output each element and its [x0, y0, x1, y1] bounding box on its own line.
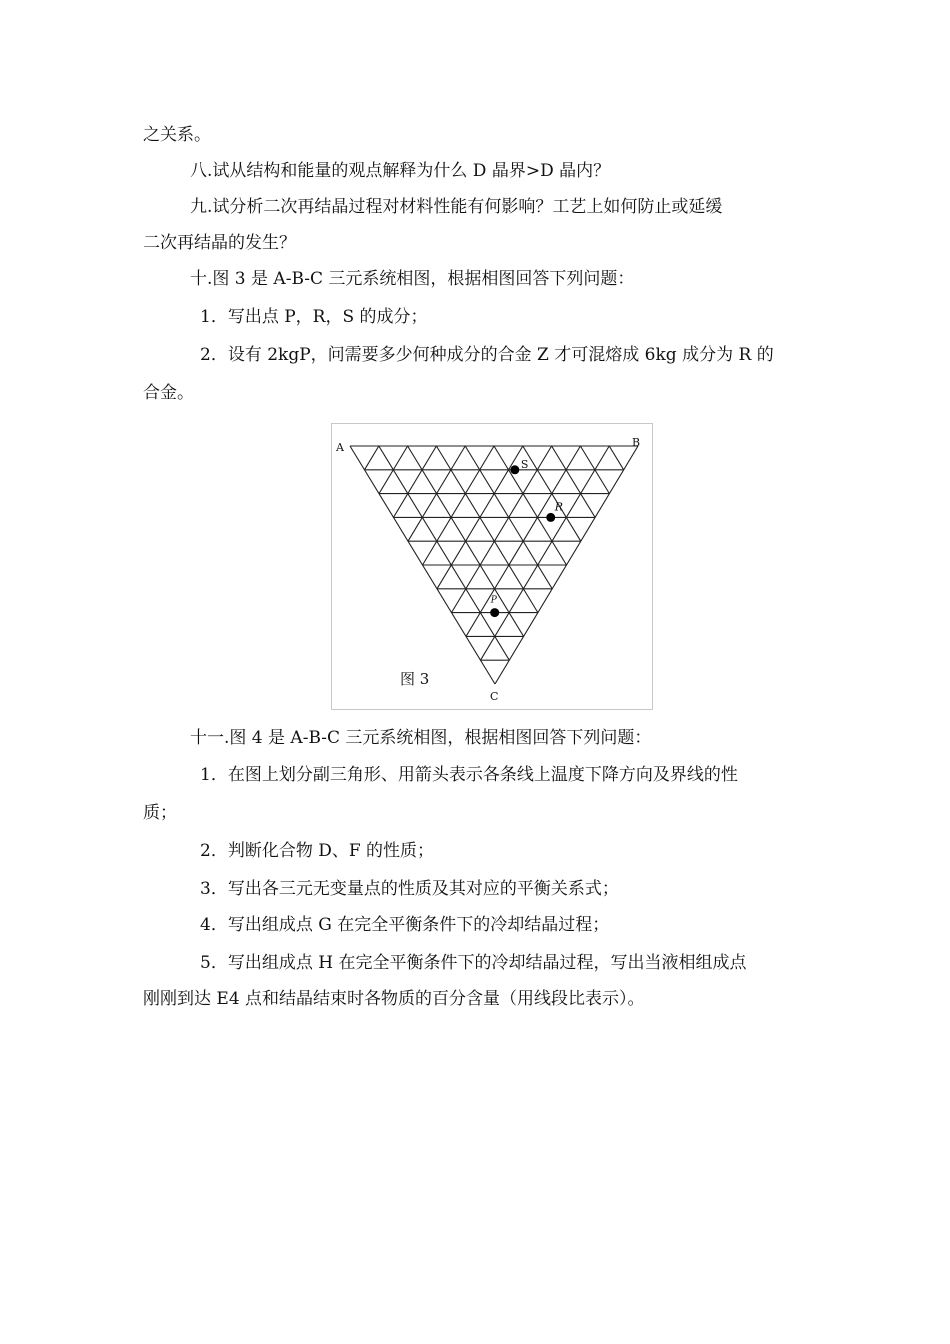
question-11-item-3: 3．写出各三元无变量点的性质及其对应的平衡关系式； — [200, 879, 619, 899]
grid-line-parallel-bc — [481, 446, 610, 660]
question-10-item-2: 2．设有 2kgP，问需要多少何种成分的合金 Z 才可混熔成 6kg 成分为 R 的 — [200, 345, 774, 365]
vertex-label-b: B — [632, 436, 641, 449]
ternary-phase-diagram-figure — [331, 423, 653, 710]
ternary-diagram — [332, 424, 652, 709]
grid-line-parallel-bc — [423, 446, 495, 565]
point-r — [546, 513, 555, 522]
question-10: 十.图 3 是 A-B-C 三元系统相图，根据相图回答下列问题： — [190, 269, 635, 289]
question-11-item-2: 2．判断化合物 D、F 的性质； — [200, 841, 435, 861]
point-label-p: P — [490, 595, 497, 606]
question-9: 九.试分析二次再结晶过程对材料性能有何影响？工艺上如何防止或延缓 — [190, 197, 723, 217]
grid-line-parallel-ac — [379, 446, 510, 660]
question-11-item-5: 5．写出组成点 H 在完全平衡条件下的冷却结晶过程，写出当液相组成点 — [200, 953, 747, 973]
point-p — [490, 608, 499, 617]
question-11-item-1: 1．在图上划分副三角形、用箭头表示各条线上温度下降方向及界线的性 — [200, 765, 738, 785]
question-11-item-4: 4．写出组成点 G 在完全平衡条件下的冷却结晶过程； — [200, 915, 610, 935]
text-line: 质； — [143, 803, 177, 823]
point-label-r: R — [554, 500, 564, 514]
point-label-s: S — [520, 457, 529, 471]
vertex-label-c: C — [490, 690, 499, 703]
question-11: 十一.图 4 是 A-B-C 三元系统相图，根据相图回答下列问题： — [190, 728, 652, 748]
question-8: 八.试从结构和能量的观点解释为什么 D 晶界>D 晶内？ — [190, 161, 611, 181]
figure-caption: 图 3 — [400, 670, 430, 688]
text-line: 之关系。 — [143, 125, 211, 145]
grid-line-parallel-bc — [452, 446, 552, 613]
grid-line-parallel-ac — [436, 446, 538, 613]
text-line: 合金。 — [143, 383, 194, 403]
question-10-item-1: 1．写出点 P，R，S 的成分； — [200, 307, 428, 327]
grid-line-parallel-ac — [609, 446, 624, 470]
grid-line-parallel-bc — [365, 446, 379, 470]
vertex-label-a: A — [336, 441, 344, 454]
text-line: 二次再结晶的发生？ — [143, 233, 296, 253]
text-line: 刚刚到达 E4 点和结晶结束时各物质的百分含量（用线段比表示）。 — [143, 989, 645, 1009]
point-s — [510, 465, 519, 474]
